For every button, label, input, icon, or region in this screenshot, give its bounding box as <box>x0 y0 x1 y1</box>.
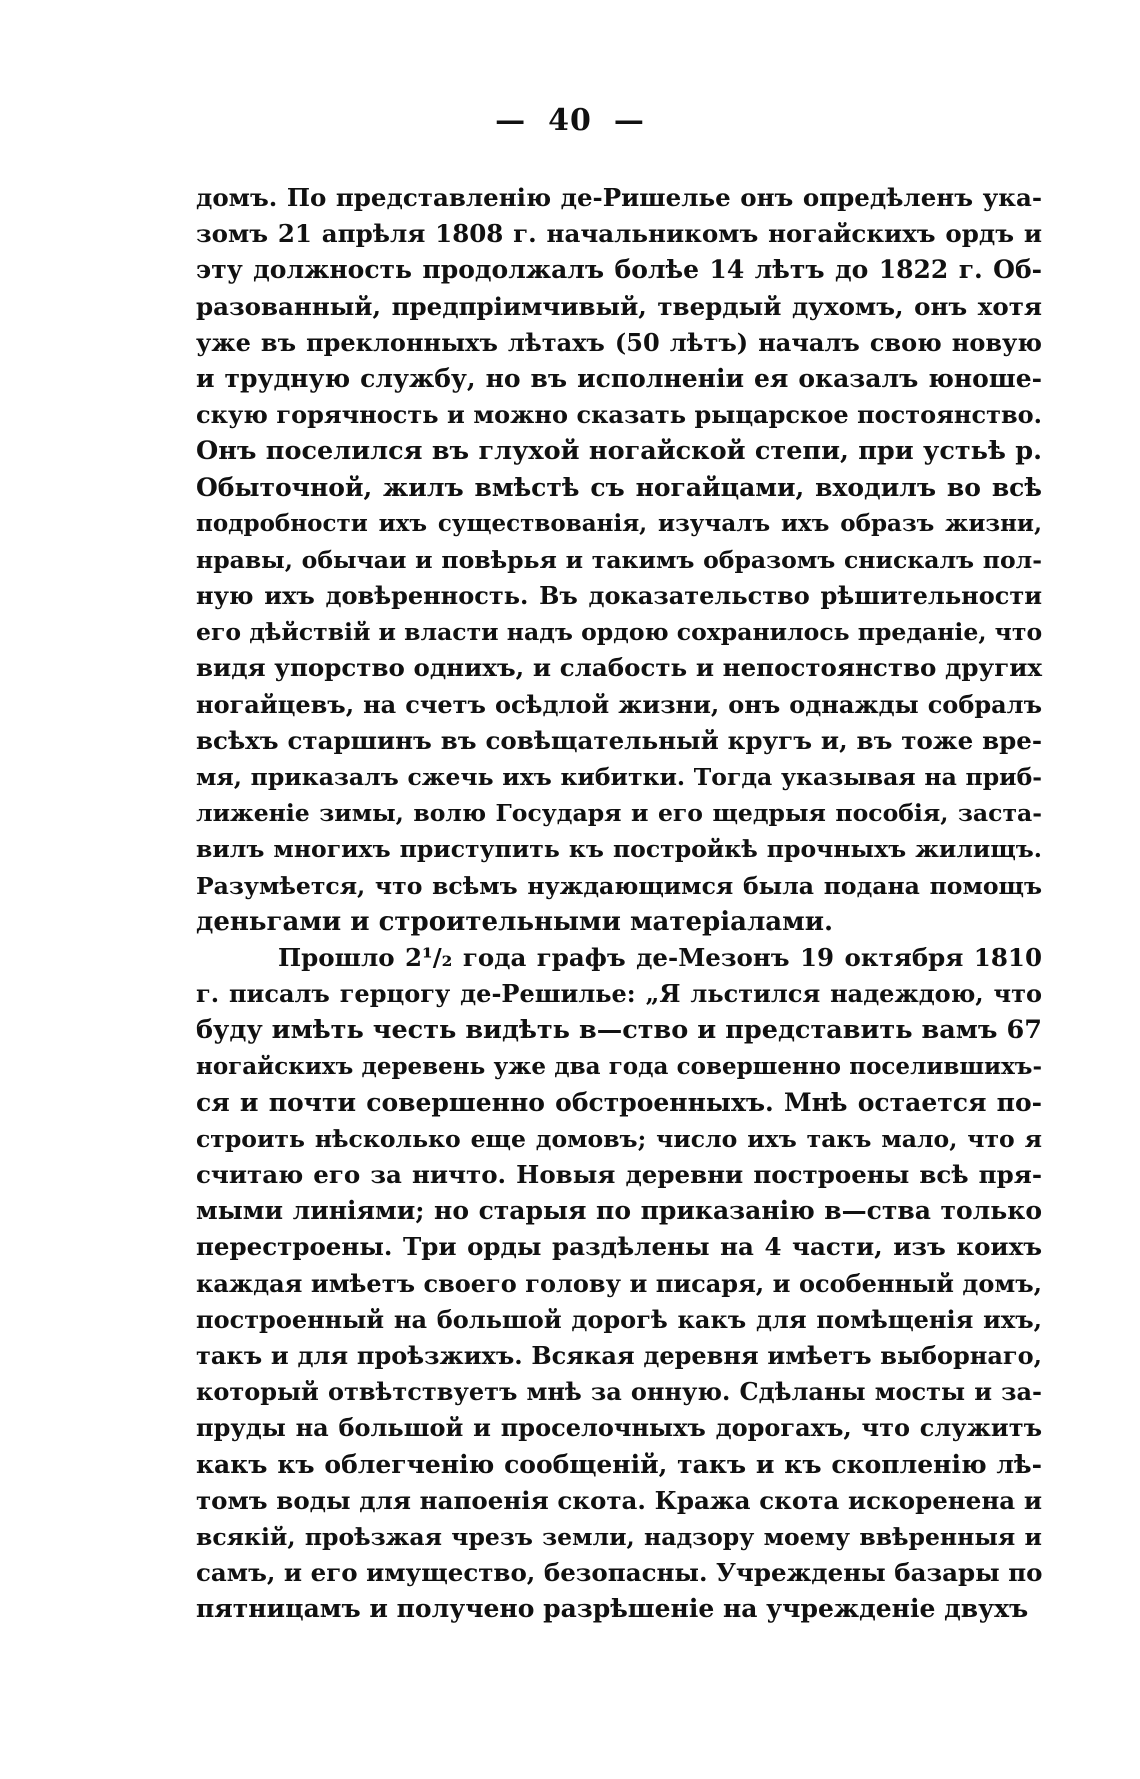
text-line: пятницамъ и получено разрѣшеніе на учрежденіе двухъ <box>196 1594 1029 1624</box>
text-line: который отвѣтствуетъ мнѣ за онную. Сдѣланы мосты и за- <box>196 1377 1042 1407</box>
page-number-header <box>0 103 1140 138</box>
text-line: всѣхъ старшинъ въ совѣщательный кругъ и, въ тоже вре- <box>196 725 1042 755</box>
text-line: его дѣйствій и власти надъ ордою сохранилось преданіе, что <box>196 618 1043 647</box>
text-line: каждая имѣетъ своего голову и писаря, и особенный домъ, <box>196 1268 1042 1298</box>
text-line: видя упорство однихъ, и слабость и непостоянство других <box>196 653 1042 683</box>
text-line: ногайскихъ деревень уже два года совершенно поселившихъ- <box>196 1052 1042 1080</box>
text-line: эту должность продолжалъ болѣе 14 лѣтъ до 1822 г. Об- <box>196 255 1042 285</box>
text-line: уже въ преклонныхъ лѣтахъ (50 лѣтъ) началъ свою новую <box>196 327 1042 357</box>
text-line: всякій, проѣзжая чрезъ земли, надзору моему ввѣренныя и <box>196 1522 1042 1551</box>
text-line: г. писалъ герцогу де-Решилье: „Я льстился надеждою, что <box>196 979 1042 1009</box>
text-line: строить нѣсколько еще домовъ; число ихъ такъ мало, что я <box>196 1124 1042 1153</box>
paragraph-2 <box>196 940 1042 1628</box>
text-line: какъ къ облегченію сообщеній, такъ и къ скопленію лѣ- <box>196 1449 1042 1479</box>
body-text <box>196 180 1042 1628</box>
text-line: нравы, обычаи и повѣрья и такимъ образомъ снискалъ пол- <box>196 545 1042 574</box>
text-line: лиженіе зимы, волю Государя и его щедрыя пособія, заста- <box>196 799 1042 828</box>
text-line: мыми линіями; но старыя по приказанію в—ства только <box>196 1196 1042 1226</box>
text-line: построенный на большой дорогѣ какъ для помѣщенія ихъ, <box>196 1304 1042 1334</box>
text-line: пруды на большой и проселочныхъ дорогахъ, что служитъ <box>196 1413 1042 1443</box>
text-line: зомъ 21 апрѣля 1808 г. начальникомъ ногайскихъ ордъ и <box>196 219 1042 249</box>
text-line: и трудную службу, но въ исполненіи ея оказалъ юноше- <box>196 363 1042 393</box>
text-line: томъ воды для напоенія скота. Кража скота искоренена и <box>196 1485 1042 1515</box>
text-line: самъ, и его имущество, безопасны. Учреждены базары по <box>196 1558 1043 1588</box>
text-line: Прошло 2¹/₂ года графъ де-Мезонъ 19 октября 1810 <box>278 942 1042 972</box>
text-line: разованный, предпріимчивый, твердый духомъ, онъ хотя <box>196 291 1042 321</box>
text-line: Обыточной, жилъ вмѣстѣ съ ногайцами, входилъ во всѣ <box>196 472 1042 502</box>
text-line: деньгами и строительными матеріалами. <box>196 906 834 937</box>
text-line: ногайцевъ, на счетъ осѣдлой жизни, онъ однажды собралъ <box>196 689 1042 719</box>
paragraph-1 <box>196 180 1042 940</box>
page-number-dash-right: — <box>613 103 645 138</box>
text-line: такъ и для проѣзжихъ. Всякая деревня имѣетъ выборнаго, <box>196 1341 1042 1370</box>
text-line: скую горячность и можно сказать рыцарское постоянство. <box>196 400 1042 430</box>
text-line: Разумѣется, что всѣмъ нуждающимся была подана помощъ <box>196 871 1042 900</box>
text-line: перестроены. Три орды раздѣлены на 4 части, изъ коихъ <box>196 1232 1042 1262</box>
text-line: Онъ поселился въ глухой ногайской степи, при устьѣ р. <box>196 436 1042 467</box>
page-number-dash-left: — <box>495 103 527 138</box>
text-line: домъ. По представленію де-Ришелье онъ опредѣленъ ука- <box>196 183 1042 212</box>
text-line: вилъ многихъ приступить къ постройкѣ прочныхъ жилищъ. <box>196 835 1042 864</box>
page-number: 40 <box>548 103 592 138</box>
text-line: подробности ихъ существованія, изучалъ ихъ образъ жизни, <box>196 509 1042 537</box>
text-line: ную ихъ довѣренность. Въ доказательство рѣшительности <box>196 581 1042 611</box>
text-line: ся и почти совершенно обстроенныхъ. Мнѣ остается по- <box>196 1087 1042 1117</box>
text-line: буду имѣть честь видѣть в—ство и представить вамъ 67 <box>196 1015 1042 1046</box>
text-line: мя, приказалъ сжечь ихъ кибитки. Тогда указывая на приб- <box>196 763 1042 791</box>
text-line: считаю его за ничто. Новыя деревни построены всѣ пря- <box>196 1160 1042 1190</box>
